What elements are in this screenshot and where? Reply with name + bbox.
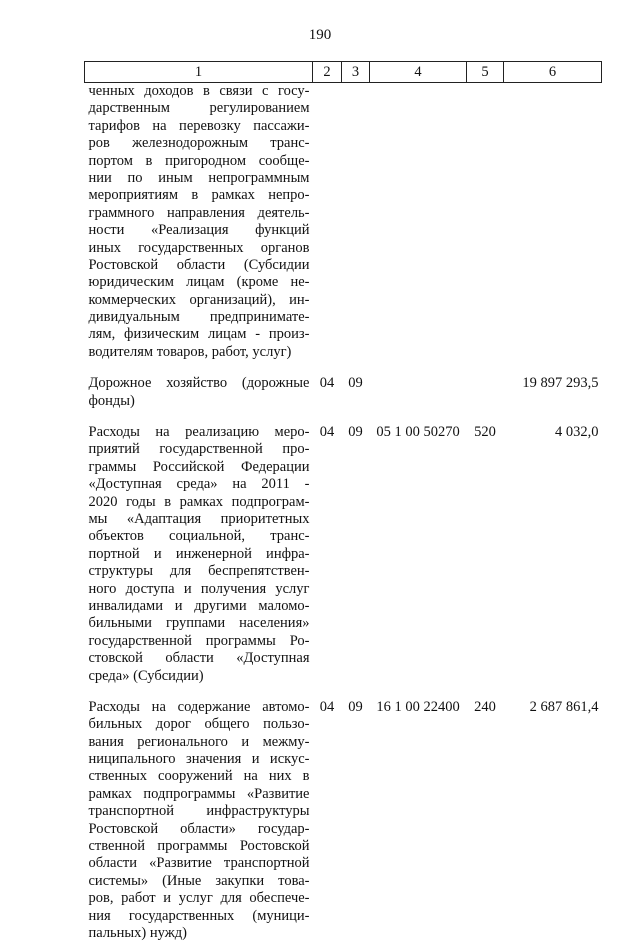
description-line: структуры для беспрепятствен- xyxy=(89,563,310,580)
description-line: коммерческих организаций), ин- xyxy=(89,292,310,309)
row-podrazdel: 09 xyxy=(342,699,370,942)
description-line: ченных доходов в связи с госу- xyxy=(89,83,310,100)
row-description xyxy=(85,424,313,685)
description-line: дарственным регулированием xyxy=(89,100,310,117)
description-line: транспортной инфраструктуры xyxy=(89,803,310,820)
description-line: рамках подпрограммы «Развитие xyxy=(89,786,310,803)
description-line: ниципального значения и искус- xyxy=(89,751,310,768)
description-line: граммного направления деятель- xyxy=(89,205,310,222)
row-razdel: 04 xyxy=(313,424,342,685)
description-line: портом в пригородном сообще- xyxy=(89,153,310,170)
row-amount: 4 032,0 xyxy=(504,424,602,685)
description-line: «Доступная среда» на 2011 - xyxy=(89,476,310,493)
description-line: юридическим лицам (кроме не- xyxy=(89,274,310,291)
page-number: 190 xyxy=(0,27,640,44)
row-podrazdel: 09 xyxy=(342,424,370,685)
description-line: фонды) xyxy=(89,393,310,410)
description-line: вания регионального и межму- xyxy=(89,734,310,751)
table-body xyxy=(85,83,602,942)
row-podrazdel: 09 xyxy=(342,375,370,410)
row-description xyxy=(85,83,313,362)
row-description xyxy=(85,699,313,942)
description-line: ного доступа и получения услуг xyxy=(89,581,310,598)
row-expense-type xyxy=(467,83,504,362)
description-line: 2020 годы в рамках подпрограм- xyxy=(89,494,310,511)
description-line: граммы Российской Федерации xyxy=(89,459,310,476)
description-line: мероприятиям в рамках непро- xyxy=(89,187,310,204)
row-spacer xyxy=(85,410,602,424)
description-line: области «Развитие транспортной xyxy=(89,855,310,872)
row-target-article xyxy=(370,375,467,410)
row-amount: 19 897 293,5 xyxy=(504,375,602,410)
description-line: иных государственных органов xyxy=(89,240,310,257)
description-line: бильных дорог общего пользо- xyxy=(89,716,310,733)
row-target-article: 16 1 00 22400 xyxy=(370,699,467,942)
row-podrazdel xyxy=(342,83,370,362)
table-row xyxy=(85,699,602,942)
description-line: водителям товаров, работ, услуг) xyxy=(89,344,310,361)
row-amount xyxy=(504,83,602,362)
table-row xyxy=(85,375,602,410)
budget-table xyxy=(84,61,602,942)
row-target-article xyxy=(370,83,467,362)
row-spacer xyxy=(85,685,602,699)
description-line: дивидуальным предпринимате- xyxy=(89,309,310,326)
description-line: ния государственных (муници- xyxy=(89,908,310,925)
description-line: объектов социальной, транс- xyxy=(89,528,310,545)
table-header-row xyxy=(85,62,602,83)
header-col-3: 3 xyxy=(342,62,370,83)
row-expense-type xyxy=(467,375,504,410)
row-amount: 2 687 861,4 xyxy=(504,699,602,942)
description-line: ственной программы Ростовской xyxy=(89,838,310,855)
row-razdel: 04 xyxy=(313,699,342,942)
description-line: ственных сооружений на них в xyxy=(89,768,310,785)
header-col-4: 4 xyxy=(370,62,467,83)
header-col-6: 6 xyxy=(504,62,602,83)
description-line: Дорожное хозяйство (дорожные xyxy=(89,375,310,392)
description-line: портной и инженерной инфра- xyxy=(89,546,310,563)
description-line: ров, работ и услуг для обеспече- xyxy=(89,890,310,907)
description-line: ров железнодорожным транс- xyxy=(89,135,310,152)
description-line: приятий государственной про- xyxy=(89,441,310,458)
header-col-5: 5 xyxy=(467,62,504,83)
row-expense-type: 240 xyxy=(467,699,504,942)
description-line: Расходы на содержание автомо- xyxy=(89,699,310,716)
header-col-1: 1 xyxy=(85,62,313,83)
description-line: Расходы на реализацию меро- xyxy=(89,424,310,441)
description-line: среда» (Субсидии) xyxy=(89,668,310,685)
description-line: бильными группами населения» xyxy=(89,615,310,632)
description-line: нии по иным непрограммным xyxy=(89,170,310,187)
row-description xyxy=(85,375,313,410)
description-line: Ростовской области (Субсидии xyxy=(89,257,310,274)
description-line: государственной программы Ро- xyxy=(89,633,310,650)
description-line: мы «Адаптация приоритетных xyxy=(89,511,310,528)
description-line: инвалидами и другими маломо- xyxy=(89,598,310,615)
description-line: пальных) нужд) xyxy=(89,925,310,942)
row-razdel: 04 xyxy=(313,375,342,410)
description-line: системы» (Иные закупки това- xyxy=(89,873,310,890)
row-razdel xyxy=(313,83,342,362)
row-spacer xyxy=(85,361,602,375)
row-expense-type: 520 xyxy=(467,424,504,685)
table-row xyxy=(85,83,602,362)
header-col-2: 2 xyxy=(313,62,342,83)
table-row xyxy=(85,424,602,685)
description-line: ности «Реализация функций xyxy=(89,222,310,239)
description-line: лям, физическим лицам - произ- xyxy=(89,326,310,343)
description-line: Ростовской области» государ- xyxy=(89,821,310,838)
description-line: тарифов на перевозку пассажи- xyxy=(89,118,310,135)
row-target-article: 05 1 00 50270 xyxy=(370,424,467,685)
description-line: стовской области «Доступная xyxy=(89,650,310,667)
